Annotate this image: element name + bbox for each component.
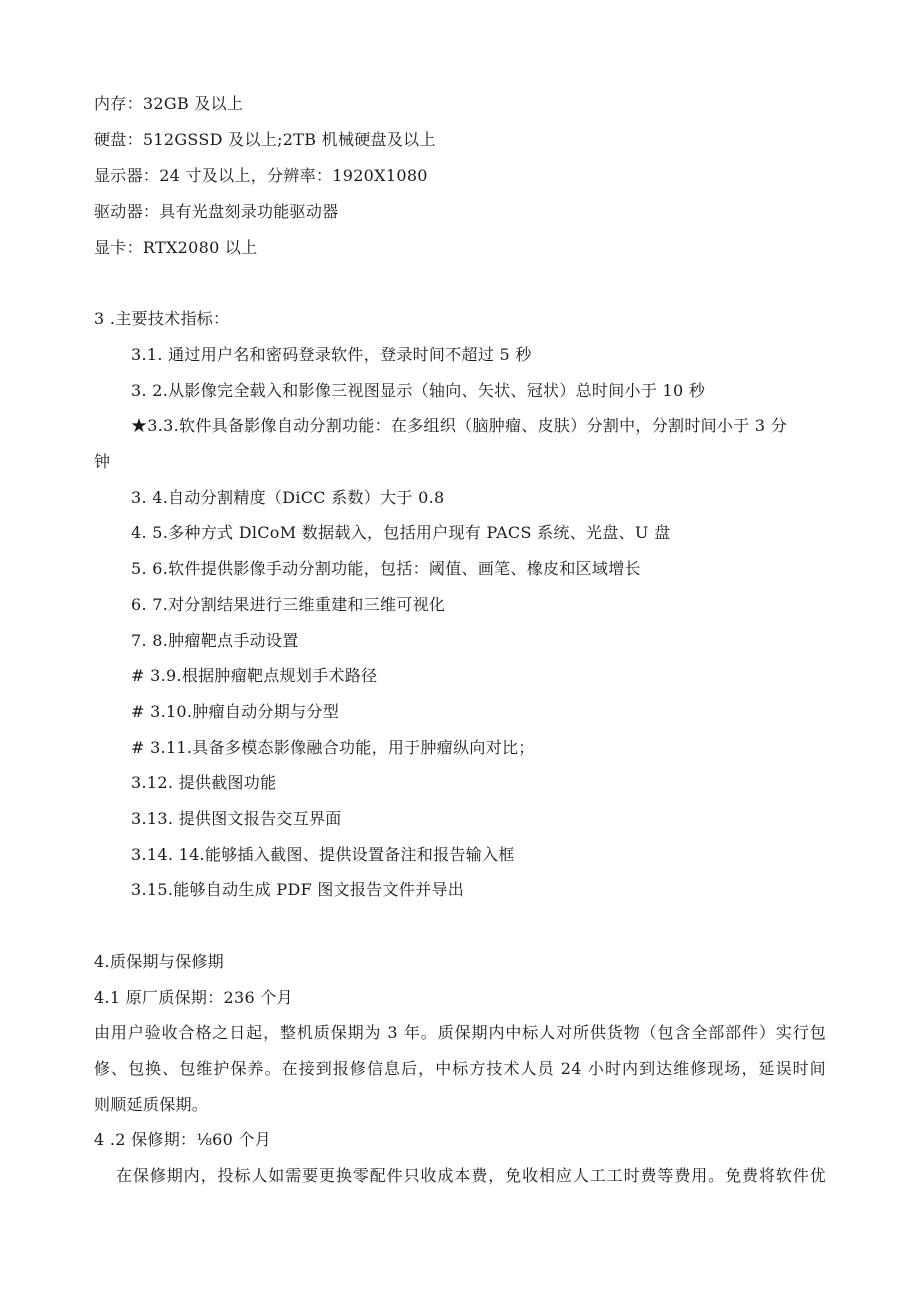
list-item: 3.13. 提供图文报告交互界面 (131, 809, 342, 828)
list-item: 4. 5.多种方式 DlCoM 数据载入，包括用户现有 PACS 系统、光盘、U 盘 (131, 523, 671, 542)
list-item: 3. 2.从影像完全载入和影像三视图显示（轴向、矢状、冠状）总时间小于 10 秒 (131, 381, 706, 400)
list-item: # 3.11.具备多模态影像融合功能，用于肿瘤纵向对比； (131, 738, 535, 757)
spec-gpu: 显卡：RTX2080 以上 (94, 238, 258, 257)
list-item: # 3.10.肿瘤自动分期与分型 (131, 702, 340, 721)
repair-paragraph-line: 在保修期内，投标人如需要更换零配件只收成本费，免收相应人工工时费等费用。免费将软件优 (116, 1166, 826, 1185)
list-item: 3.12. 提供截图功能 (131, 773, 277, 792)
list-item: 3.1. 通过用户名和密码登录软件，登录时间不超过 5 秒 (131, 345, 532, 364)
warranty-paragraph-line: 由用户验收合格之日起，整机质保期为 3 年。质保期内中标人对所供货物（包含全部部件）实行包 (94, 1023, 826, 1042)
spec-memory: 内存：32GB 及以上 (94, 94, 244, 113)
repair-subtitle: 4 .2 保修期：⅛60 个月 (94, 1130, 272, 1149)
list-item: 5. 6.软件提供影像手动分割功能，包括：阈值、画笔、橡皮和区域增长 (131, 559, 641, 578)
warranty-paragraph-line: 修、包换、包维护保养。在接到报修信息后，中标方技术人员 24 小时内到达维修现场，延误时间 (94, 1059, 826, 1078)
list-item: 3.15.能够自动生成 PDF 图文报告文件并导出 (131, 880, 465, 899)
spec-display: 显示器：24 寸及以上，分辨率：1920X1080 (94, 166, 428, 185)
list-item: 3.14. 14.能够插入截图、提供设置备注和报告输入框 (131, 845, 515, 864)
spec-drive: 驱动器：具有光盘刻录功能驱动器 (94, 202, 339, 221)
list-item-continuation: 钟 (94, 452, 111, 471)
section3-heading: 3 .主要技术指标： (94, 309, 230, 328)
warranty-paragraph-line: 则顺延质保期。 (94, 1095, 209, 1114)
list-item: 6. 7.对分割结果进行三维重建和三维可视化 (131, 595, 446, 614)
spec-disk: 硬盘：512GSSD 及以上;2TB 机械硬盘及以上 (94, 130, 436, 149)
section4-heading: 4.质保期与保修期 (94, 952, 224, 971)
list-item: # 3.9.根据肿瘤靶点规划手术路径 (131, 666, 378, 685)
list-item: ★3.3.软件具备影像自动分割功能：在多组织（脑肿瘤、皮肤）分割中，分割时间小于 3 分 (131, 416, 788, 435)
warranty-subtitle: 4.1 原厂质保期：236 个月 (94, 988, 293, 1007)
list-item: 7. 8.肿瘤靶点手动设置 (131, 631, 299, 650)
list-item: 3. 4.自动分割精度（DiCC 系数）大于 0.8 (131, 488, 445, 507)
